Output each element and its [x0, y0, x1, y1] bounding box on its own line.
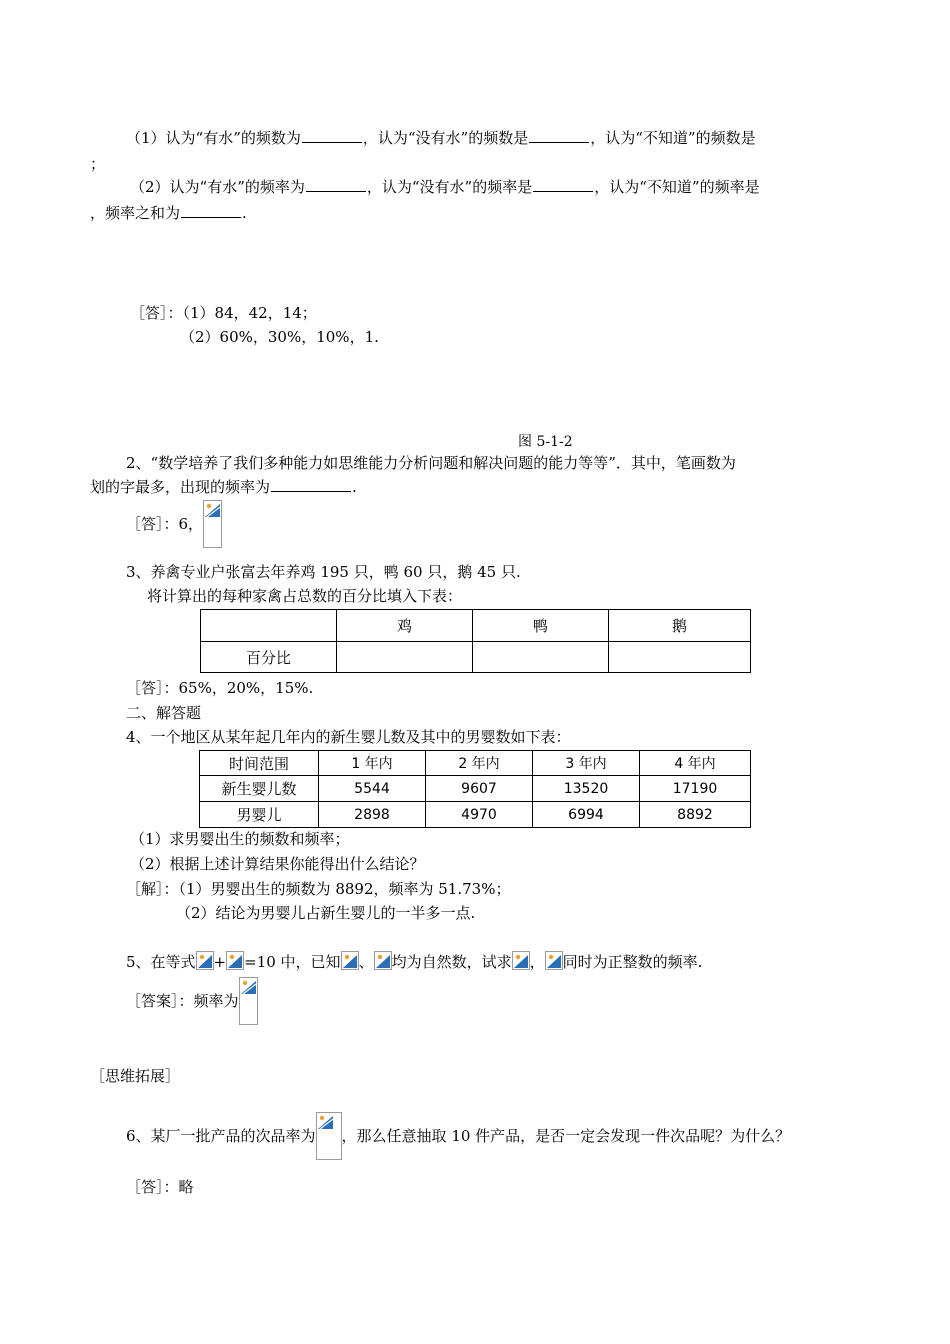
- table-row: 时间范围 1 年内 2 年内 3 年内 4 年内: [200, 751, 751, 776]
- broken-image-icon: [374, 951, 392, 970]
- q1-line2: （2）认为“有水”的频率为 ，认为“没有水”的频率是 ，认为“不知道”的频率是: [130, 178, 760, 196]
- answer-blank: [271, 477, 351, 492]
- answer-blank: [529, 128, 589, 143]
- table-row: 鸡 鸭 鹅: [201, 610, 751, 642]
- q1-line1-end: ；: [90, 155, 106, 173]
- q3-line2: 将计算出的每种家禽占总数的百分比填入下表：: [147, 587, 463, 605]
- q2-line2: 划的字最多，出现的频率为 .: [90, 478, 357, 496]
- answer-blank: [302, 128, 362, 143]
- broken-image-icon: [226, 951, 244, 970]
- broken-image-icon: [203, 500, 222, 548]
- broken-image-icon: [512, 951, 530, 970]
- poultry-table: [200, 609, 751, 673]
- births-table: [199, 750, 751, 828]
- q5-line: 5、在等式 + =10 中，已知 、 均为自然数，试求 ， 同时为正整数的频率.: [126, 953, 703, 971]
- q4-answer-1: ［解］：（1）男婴出生的频数为 8892，频率为 51.73%；: [126, 880, 511, 898]
- q2-line1: 2、“数学培养了我们多种能力如思维能力分析问题和解决问题的能力等等”．其中，笔画数为: [126, 454, 736, 472]
- figure-caption: 图 5-1-2: [518, 434, 573, 450]
- broken-image-icon: [545, 951, 563, 970]
- q6-answer: ［答］：略: [126, 1178, 194, 1196]
- q3-answer: ［答］：65%，20%，15%.: [126, 679, 314, 697]
- section-title: 二、解答题: [126, 704, 202, 722]
- q4-sub2: （2）根据上述计算结果你能得出什么结论？: [130, 855, 425, 873]
- q4-answer-2: （2）结论为男婴儿占新生婴儿的一半多一点.: [176, 904, 476, 922]
- q5-answer: ［答案］：频率为: [126, 977, 258, 1025]
- broken-image-icon: [316, 1112, 342, 1160]
- broken-image-icon: [239, 977, 258, 1025]
- table-row: 新生婴儿数 5544 9607 13520 17190: [200, 776, 751, 802]
- answer-blank: [533, 177, 593, 192]
- q4-sub1: （1）求男婴出生的频数和频率；: [130, 830, 350, 848]
- q6-line: 6、某厂一批产品的次品率为 ，那么任意抽取 10 件产品，是否一定会发现一件次品呢？为什么？: [126, 1112, 790, 1160]
- broken-image-icon: [196, 951, 214, 970]
- q1-answer-1: ［答］：（1）84，42，14；: [130, 304, 317, 322]
- answer-blank: [306, 177, 366, 192]
- table-row: 男婴儿 2898 4970 6994 8892: [200, 802, 751, 828]
- q1-line3: ，频率之和为 .: [90, 204, 247, 222]
- broken-image-icon: [341, 951, 359, 970]
- table-row: 百分比: [201, 642, 751, 673]
- q3-line1: 3、养禽专业户张富去年养鸡 195 只，鸭 60 只，鹅 45 只.: [126, 563, 521, 581]
- q1-answer-2: （2）60%，30%，10%，1.: [180, 328, 379, 346]
- q1-line1: （1）认为“有水”的频数为 ，认为“没有水”的频数是 ，认为“不知道”的频数是: [126, 129, 756, 147]
- q2-answer: ［答］：6，: [126, 500, 222, 548]
- q4-line1: 4、一个地区从某年起几年内的新生婴儿数及其中的男婴数如下表：: [126, 728, 571, 746]
- answer-blank: [181, 203, 241, 218]
- extension-title: ［思维拓展］: [90, 1067, 181, 1085]
